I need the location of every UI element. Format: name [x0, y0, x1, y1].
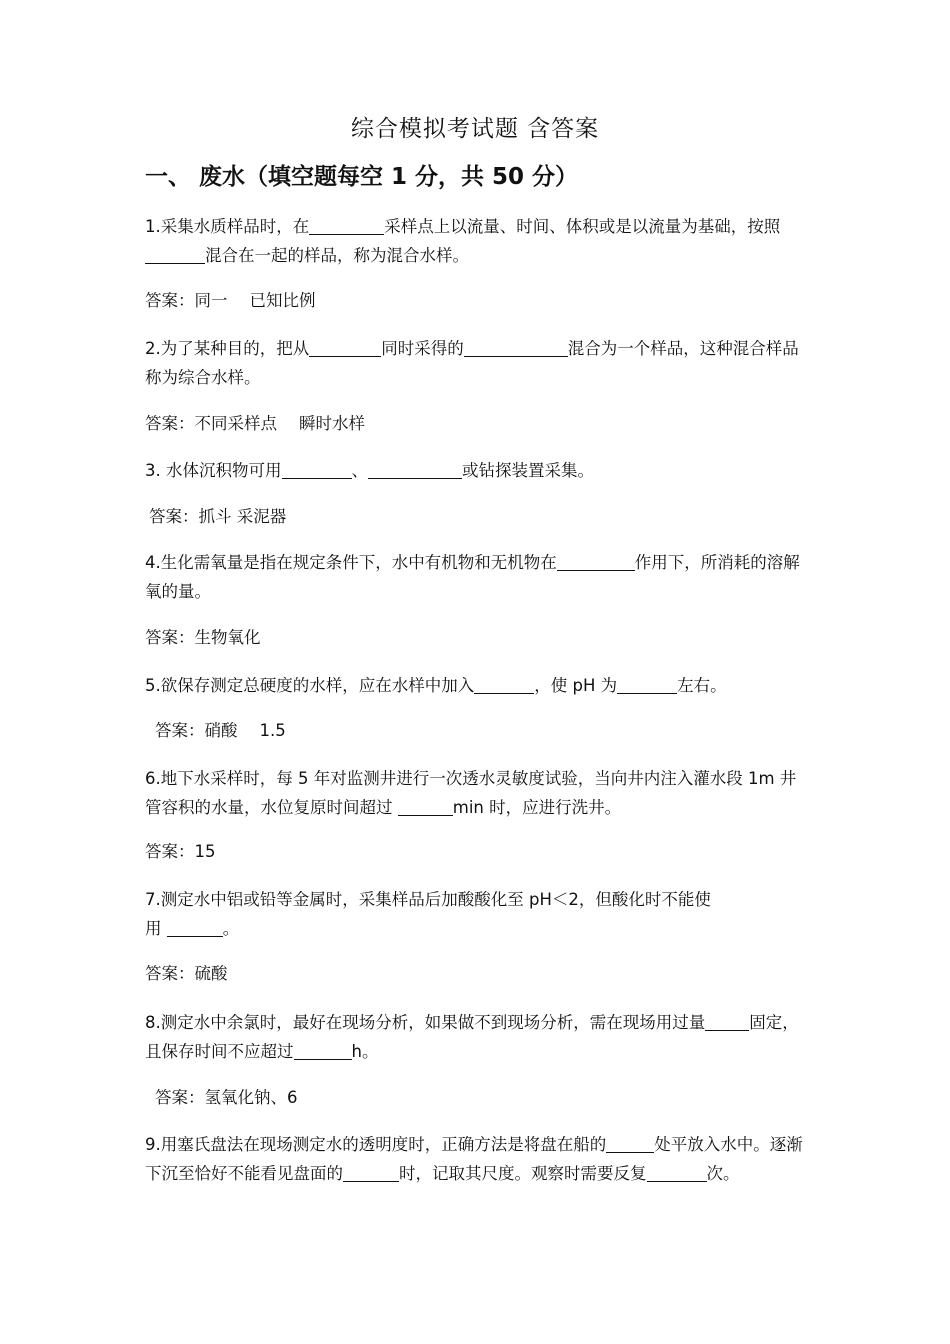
answer-blank — [474, 675, 534, 694]
answer-blank — [368, 460, 462, 479]
answer-6: 答案：15 — [145, 842, 216, 861]
answer-5: 答案：硝酸 1.5 — [155, 721, 286, 740]
question-6: 6.地下水采样时，每 5 年对监测井进行一次透水灵敏度试验，当向井内注入灌水段 1m 井管容积的水量，水位复原时间超过 min 时，应进行洗井。 — [145, 769, 797, 817]
answer-blank — [617, 675, 677, 694]
answer-blank — [309, 338, 381, 357]
question-2: 2.为了某种目的，把从 同时采得的 混合为一个样品，这种混合样品称为综合水样。 — [145, 339, 799, 387]
question-8: 8.测定水中余氯时，最好在现场分析，如果做不到现场分析，需在现场用过量 固定，且保存时间不应超过 h。 — [145, 1013, 799, 1061]
answer-4: 答案：生物氧化 — [145, 628, 261, 647]
answer-7: 答案：硫酸 — [145, 964, 228, 983]
answer-blank — [294, 1041, 352, 1060]
answer-1: 答案：同一 已知比例 — [145, 291, 316, 310]
question-3: 3. 水体沉积物可用 、 或钻探装置采集。 — [145, 461, 594, 480]
answer-blank — [309, 216, 384, 235]
answer-blank — [557, 552, 635, 571]
answer-blank — [145, 245, 205, 264]
question-9: 9.用塞氏盘法在现场测定水的透明度时，正确方法是将盘在船的 处平放入水中。逐渐下沉至恰好不能看见盘面的 时，记取其尺度。观察时需要反复 次。 — [145, 1135, 803, 1183]
answer-blank — [282, 460, 352, 479]
answer-blank — [167, 918, 223, 937]
question-5: 5.欲保存测定总硬度的水样，应在水样中加入 ，使 pH 为 左右。 — [145, 676, 727, 695]
page-title: 综合模拟考试题 含答案 — [350, 116, 600, 142]
answer-3: 答案：抓斗 采泥器 — [149, 507, 287, 526]
answer-blank — [464, 338, 568, 357]
question-1: 1.采集水质样品时，在 采样点上以流量、时间、体积或是以流量为基础，按照混合在一起的样品，称为混合水样。 — [145, 217, 781, 265]
answer-2: 答案：不同采样点 瞬时水样 — [145, 414, 365, 433]
answer-8: 答案：氢氧化钠、6 — [155, 1088, 298, 1107]
answer-blank — [606, 1134, 654, 1153]
question-4: 4.生化需氧量是指在规定条件下，水中有机物和无机物在 作用下，所消耗的溶解氧的量。 — [145, 553, 800, 601]
answer-blank — [705, 1012, 749, 1031]
section-heading: 一、 废水（填空题每空 1 分，共 50 分） — [145, 164, 579, 190]
answer-blank — [647, 1163, 707, 1182]
question-7: 7.测定水中铝或铅等金属时，采集样品后加酸酸化至 pH＜2，但酸化时不能使 用 。 — [145, 890, 711, 938]
answer-blank — [343, 1163, 399, 1182]
answer-blank — [398, 797, 453, 816]
